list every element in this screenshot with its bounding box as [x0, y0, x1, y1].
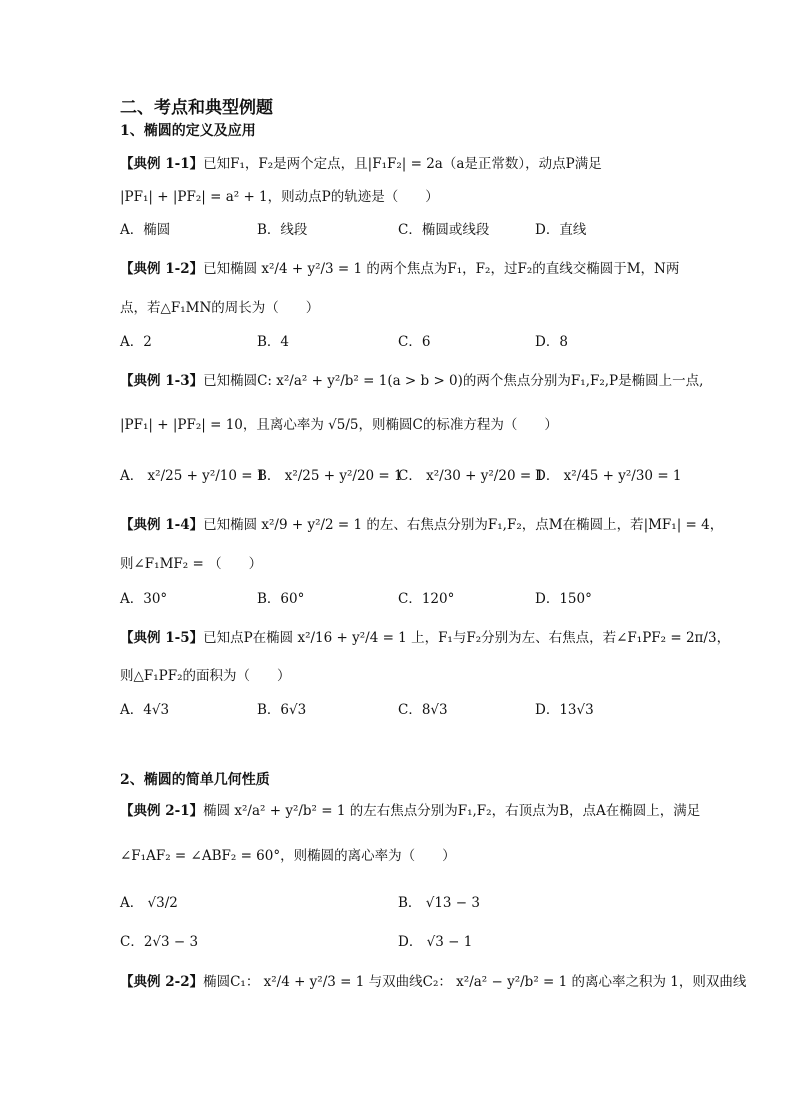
- question-1-5-options: [120, 699, 680, 721]
- question-tag: 【典例 1-2】: [120, 261, 204, 277]
- option-a: A． √3/2: [120, 895, 178, 911]
- option-d: D．直线: [535, 222, 587, 238]
- option-a: A．椭圆: [120, 222, 171, 238]
- option-c: C．2√3 − 3: [120, 934, 199, 950]
- option-d: D． √3 − 1: [398, 934, 473, 950]
- option-b: B． √13 − 3: [398, 895, 480, 911]
- question-1-5-line2: 则△F₁PF₂的面积为（ ）: [120, 668, 291, 684]
- question-1-3-options: [120, 465, 680, 487]
- option-d: D．13√3: [535, 702, 594, 718]
- option-b: B．线段: [257, 222, 308, 238]
- question-2-1-line2: ∠F₁AF₂ = ∠ABF₂ = 60°，则椭圆的离心率为（ ）: [120, 848, 456, 864]
- question-2-1-options-row1: [120, 892, 680, 914]
- question-1-4-options: [120, 588, 680, 610]
- option-c: C．120°: [398, 591, 455, 607]
- question-1-5-line1: [120, 627, 731, 649]
- question-text: 已知点P在椭圆 x²/16 + y²/4 = 1 上，F₁与F₂分别为左、右焦点，若∠F₁PF₂ = 2π/3，: [203, 630, 731, 646]
- option-b: B．6√3: [257, 702, 307, 718]
- section-title: 二、考点和典型例题: [120, 98, 273, 118]
- question-text: 椭圆C₁： x²/4 + y²/3 = 1 与双曲线C₂： x²/a² − y²/b² = 1 的离心率之积为 1，则双曲线: [203, 974, 747, 990]
- question-text: 已知椭圆C: x²/a² + y²/b² = 1(a > b > 0)的两个焦点分别为F₁,F₂,P是椭圆上一点,: [203, 373, 704, 389]
- question-1-3-line2: |PF₁| + |PF₂| = 10，且离心率为 √5/5，则椭圆C的标准方程为（ ）: [120, 417, 558, 433]
- question-tag: 【典例 2-1】: [120, 803, 204, 819]
- option-a: A． x²/25 + y²/10 = 1: [120, 468, 266, 484]
- option-c: C．椭圆或线段: [398, 222, 490, 238]
- option-b: B．4: [257, 334, 290, 350]
- question-1-2-options: [120, 331, 680, 353]
- option-b: B．60°: [257, 591, 305, 607]
- option-a: A．4√3: [120, 702, 170, 718]
- question-text: 椭圆 x²/a² + y²/b² = 1 的左右焦点分别为F₁,F₂，右顶点为B，点A在椭圆上，满足: [203, 803, 701, 819]
- question-1-3-line1: [120, 370, 704, 392]
- question-1-4-line1: [120, 514, 724, 536]
- option-c: C．8√3: [398, 702, 448, 718]
- question-text: 已知F₁，F₂是两个定点，且|F₁F₂| = 2a（a是正常数），动点P满足: [203, 156, 602, 172]
- question-1-4-line2: 则∠F₁MF₂ = （ ）: [120, 556, 263, 572]
- question-2-2-line1: [120, 971, 747, 993]
- question-text: 已知椭圆 x²/4 + y²/3 = 1 的两个焦点为F₁，F₂，过F₂的直线交椭圆于M，N两: [203, 261, 680, 277]
- question-2-1-options-row2: [120, 931, 680, 953]
- option-d: D．150°: [535, 591, 592, 607]
- question-tag: 【典例 1-3】: [120, 373, 204, 389]
- option-d: D．8: [535, 334, 568, 350]
- option-c: C． x²/30 + y²/20 = 1: [398, 468, 545, 484]
- question-1-2-line1: [120, 258, 680, 280]
- question-2-1-line1: [120, 800, 701, 822]
- question-tag: 【典例 2-2】: [120, 974, 204, 990]
- question-1-1-line1: [120, 153, 680, 175]
- option-b: B． x²/25 + y²/20 = 1: [257, 468, 403, 484]
- option-a: A．30°: [120, 591, 168, 607]
- option-d: D． x²/45 + y²/30 = 1: [535, 468, 682, 484]
- question-1-2-line2: 点，若△F₁MN的周长为（ ）: [120, 300, 320, 316]
- subsection-title-2: 2、椭圆的简单几何性质: [120, 772, 270, 788]
- question-1-1-options: [120, 219, 680, 241]
- question-tag: 【典例 1-4】: [120, 517, 204, 533]
- question-text: 已知椭圆 x²/9 + y²/2 = 1 的左、右焦点分别为F₁,F₂，点M在椭圆上，若|MF₁| = 4，: [203, 517, 724, 533]
- option-c: C．6: [398, 334, 431, 350]
- subsection-title-1: 1、椭圆的定义及应用: [120, 123, 256, 139]
- option-a: A．2: [120, 334, 152, 350]
- question-tag: 【典例 1-1】: [120, 156, 204, 172]
- question-1-1-line2: |PF₁| + |PF₂| = a² + 1，则动点P的轨迹是（ ）: [120, 189, 439, 205]
- question-tag: 【典例 1-5】: [120, 630, 204, 646]
